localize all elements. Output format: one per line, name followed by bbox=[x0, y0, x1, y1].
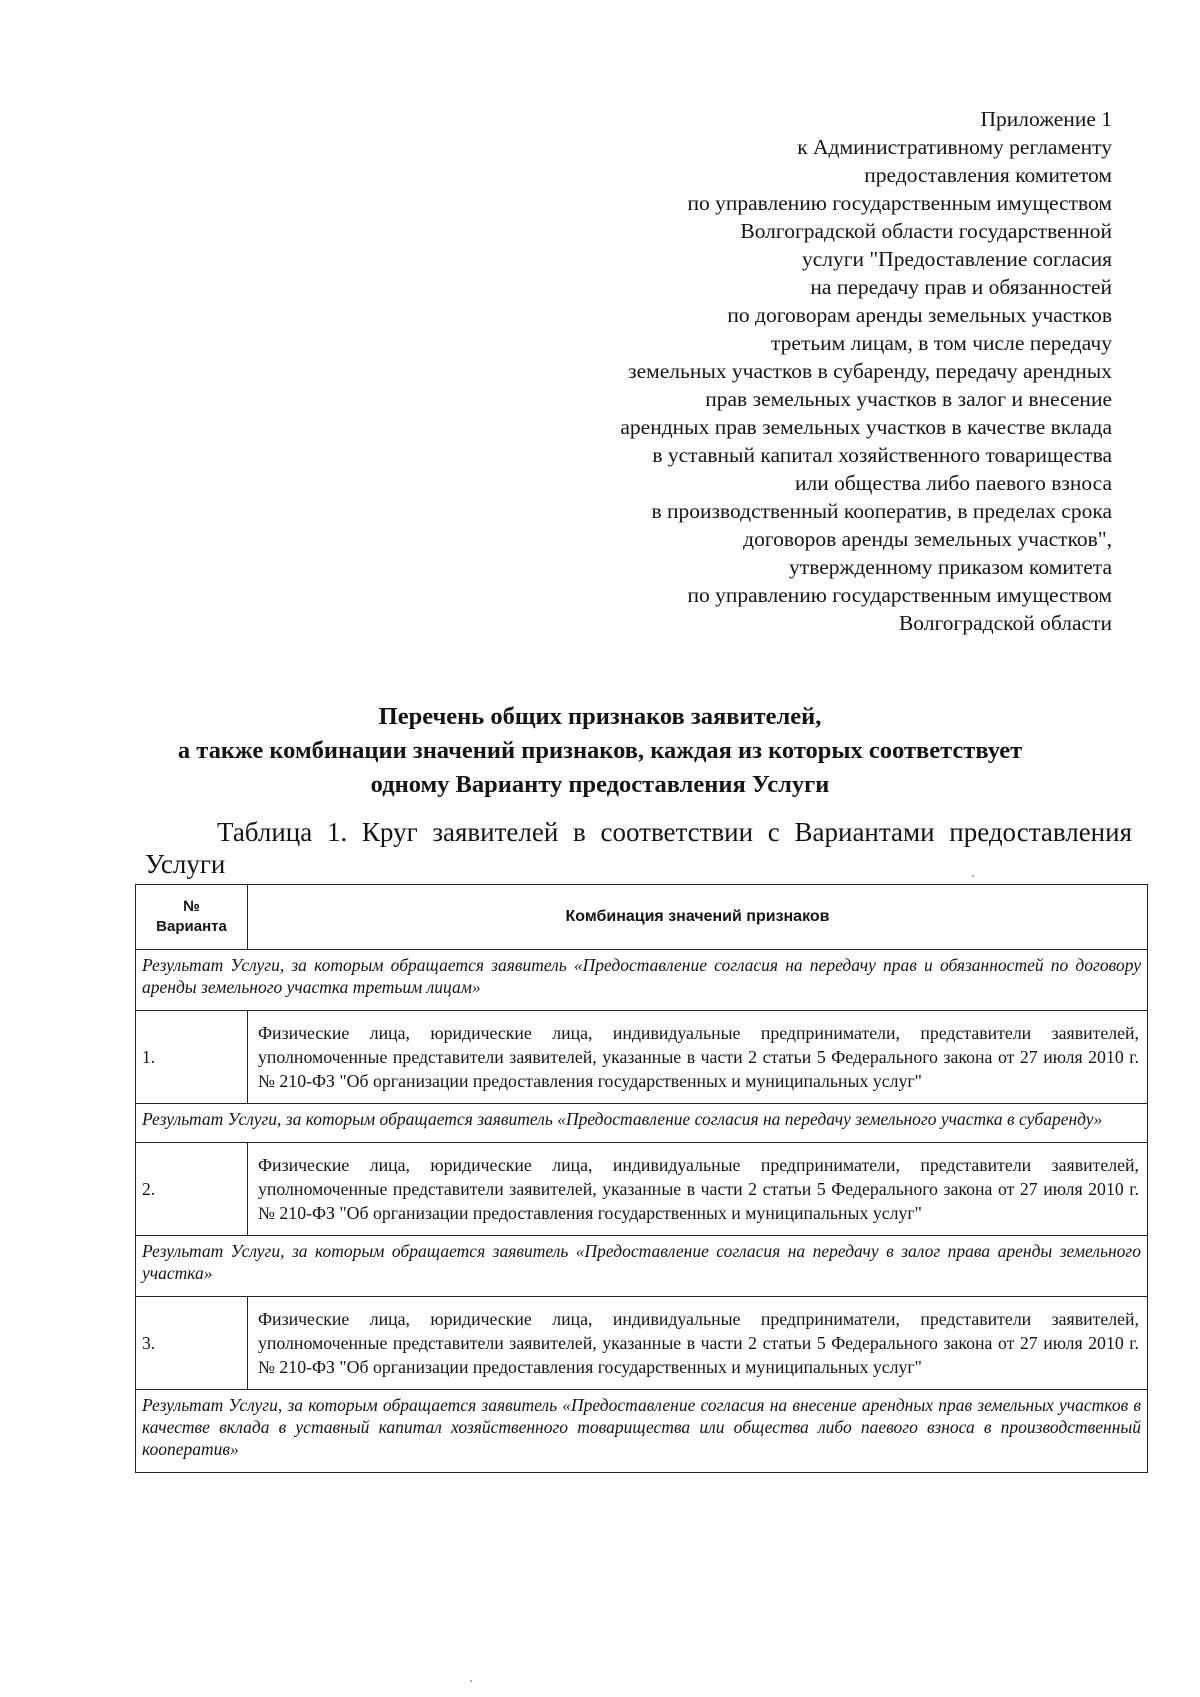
document-title bbox=[110, 700, 1090, 802]
appendix-line: по управлению государственным имуществом bbox=[687, 583, 1112, 607]
header-variant-label: Варианта bbox=[156, 918, 227, 935]
result-row bbox=[136, 1390, 1148, 1473]
appendix-line: услуги "Предоставление согласия bbox=[801, 247, 1112, 271]
variant-number: 3. bbox=[136, 1297, 248, 1390]
result-row bbox=[136, 1236, 1148, 1297]
title-line: Перечень общих признаков заявителей, bbox=[378, 703, 822, 730]
header-number-sign: № bbox=[183, 898, 200, 915]
variant-description: Физические лица, юридические лица, индивидуальные предприниматели, представители заявителей, уполномоченные представители заявителей, указанные в части 2 статьи 5 Федерального закона от 27 июля 2010 г. № 210-ФЗ "Об организации предоставления государственных и муниципальных услуг" bbox=[248, 1297, 1148, 1390]
appendix-line: или общества либо паевого взноса bbox=[795, 471, 1112, 495]
appendix-line: арендных прав земельных участков в качестве вклада bbox=[620, 415, 1112, 439]
result-text: Результат Услуги, за которым обращается заявитель «Предоставление согласия на передачу земельного участка в субаренду» bbox=[136, 1104, 1148, 1143]
table-row bbox=[136, 1011, 1148, 1104]
appendix-line: в уставный капитал хозяйственного товарищества bbox=[652, 443, 1112, 467]
result-row bbox=[136, 950, 1148, 1011]
applicants-table bbox=[135, 884, 1148, 1473]
header-combination: Комбинация значений признаков bbox=[248, 885, 1148, 950]
appendix-line: договоров аренды земельных участков", bbox=[743, 527, 1112, 551]
result-text: Результат Услуги, за которым обращается заявитель «Предоставление согласия на внесение арендных прав земельных участков в качестве вклада в уставный капитал хозяйственного товарищества или общества либо паевого взноса в производственный кооператив» bbox=[136, 1390, 1148, 1473]
appendix-heading bbox=[472, 105, 1112, 637]
appendix-line: к Административному регламенту bbox=[797, 135, 1112, 159]
title-line: одному Варианту предоставления Услуги bbox=[370, 771, 830, 798]
header-variant-number bbox=[136, 885, 248, 950]
appendix-line: по договорам аренды земельных участков bbox=[727, 303, 1112, 327]
appendix-line: Волгоградской области bbox=[898, 611, 1112, 635]
table-caption: Таблица 1. Круг заявителей в соответствии с Вариантами предоставления Услуги bbox=[145, 817, 1132, 879]
scan-speck bbox=[470, 1680, 472, 1682]
appendix-line: прав земельных участков в залог и внесение bbox=[705, 387, 1112, 411]
variant-number: 1. bbox=[136, 1011, 248, 1104]
variant-number: 2. bbox=[136, 1143, 248, 1236]
appendix-line: предоставления комитетом bbox=[864, 163, 1112, 187]
appendix-line: по управлению государственным имуществом bbox=[687, 191, 1112, 215]
table-header-row bbox=[136, 885, 1148, 950]
variant-description: Физические лица, юридические лица, индивидуальные предприниматели, представители заявителей, уполномоченные представители заявителей, указанные в части 2 статьи 5 Федерального закона от 27 июля 2010 г. № 210-ФЗ "Об организации предоставления государственных и муниципальных услуг" bbox=[248, 1143, 1148, 1236]
result-text: Результат Услуги, за которым обращается заявитель «Предоставление согласия на передачу в залог права аренды земельного участка» bbox=[136, 1236, 1148, 1297]
variant-description: Физические лица, юридические лица, индивидуальные предприниматели, представители заявителей, уполномоченные представители заявителей, указанные в части 2 статьи 5 Федерального закона от 27 июля 2010 г. № 210-ФЗ "Об организации предоставления государственных и муниципальных услуг" bbox=[248, 1011, 1148, 1104]
scan-speck bbox=[972, 875, 974, 877]
appendix-line: земельных участков в субаренду, передачу арендных bbox=[628, 359, 1112, 383]
title-line: а также комбинации значений признаков, каждая из которых соответствует bbox=[177, 737, 1023, 764]
table-row bbox=[136, 1297, 1148, 1390]
result-text: Результат Услуги, за которым обращается заявитель «Предоставление согласия на передачу прав и обязанностей по договору аренды земельного участка третьим лицам» bbox=[136, 950, 1148, 1011]
appendix-line: Волгоградской области государственной bbox=[740, 219, 1112, 243]
appendix-line: третьим лицам, в том числе передачу bbox=[771, 331, 1112, 355]
appendix-line: на передачу прав и обязанностей bbox=[810, 275, 1112, 299]
appendix-line: Приложение 1 bbox=[980, 107, 1112, 131]
result-row bbox=[136, 1104, 1148, 1143]
appendix-line: утвержденному приказом комитета bbox=[789, 555, 1112, 579]
table-row bbox=[136, 1143, 1148, 1236]
appendix-line: в производственный кооператив, в пределах срока bbox=[651, 499, 1112, 523]
